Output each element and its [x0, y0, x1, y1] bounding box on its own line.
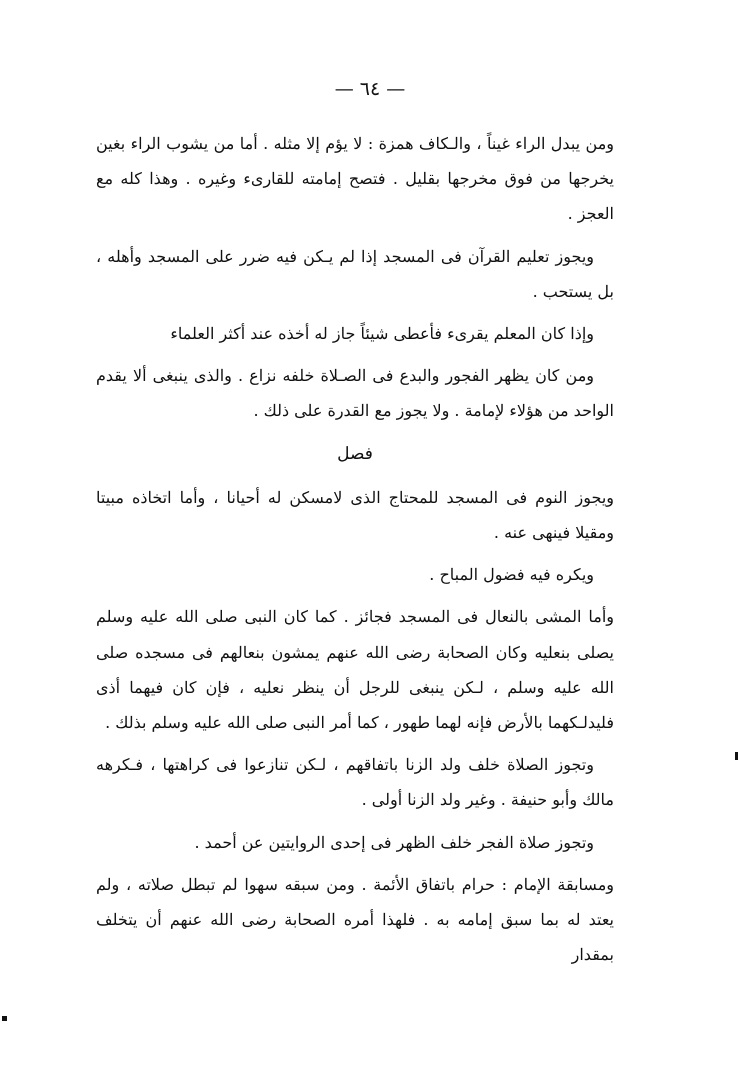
- section-heading: فصل: [337, 443, 373, 464]
- paragraph-3: وإذا كان المعلم يقرىء فأعطى شيئاً جاز له أخذه عند أكثر العلماء: [170, 324, 594, 344]
- paragraph-8: وتجوز الصلاة خلف ولد الزنا باتفاقهم ، لـكن تنازعوا فى كراهتها ، فـكرهه مالك وأبو حنيفة . وغير ولد الزنا أولى .: [96, 755, 614, 810]
- paragraph-1: ومن يبدل الراء غيناً ، والـكاف همزة : لا يؤم إلا مثله . أما من يشوب الراء بغين يخرجها من فوق مخرجها بقليل . فتصح إمامته للقارىء وغيره . وهذا كله مع العجز .: [96, 134, 614, 224]
- scan-mark-right: [735, 752, 738, 760]
- paragraph-10: ومسابقة الإمام : حرام باتفاق الأئمة . ومن سبقه سهوا لم تبطل صلاته ، ولم يعتد له بما سبق إمامه به . فلهذا أمره الصحابة رضى الله عنهم أن يتخلف بمقدار: [96, 874, 614, 965]
- paragraph-2: ويجوز تعليم القرآن فى المسجد إذا لم يـكن فيه ضرر على المسجد وأهله ، بل يستحب .: [96, 246, 614, 301]
- paragraph-9: وتجوز صلاة الفجر خلف الظهر فى إحدى الروايتين عن أحمد .: [194, 832, 594, 852]
- paragraph-5: ويجوز النوم فى المسجد للمحتاج الذى لامسكن له أحيانا ، وأما اتخاذه مبيتا ومقيلا فينهى عنه .: [96, 487, 614, 543]
- paragraph-4: ومن كان يظهر الفجور والبدع فى الصـلاة خلفه نزاع . والذى ينبغى ألا يقدم الواحد من هؤلاء لإمامة . ولا يجوز مع القدرة على ذلك .: [96, 366, 614, 421]
- paragraph-6: ويكره فيه فضول المباح .: [429, 565, 594, 585]
- page-number: — ٦٤ —: [334, 78, 406, 100]
- paragraph-7: وأما المشى بالنعال فى المسجد فجائز . كما كان النبى صلى الله عليه وسلم يصلى بنعليه وكان الصحابة رضى الله عنهم يمشون بنعالهم فى مسجده صلى الله عليه وسلم ، لـكن ينبغى للرجل أن ينظر نعليه ، فإن كان فيهما أذى فليدلـكهما بالأرض فإنه لهما طهور ، كما أمر النبى صلى الله عليه وسلم بذلك .: [96, 607, 614, 733]
- scan-mark-left: [2, 1016, 7, 1021]
- main-text: [96, 126, 614, 979]
